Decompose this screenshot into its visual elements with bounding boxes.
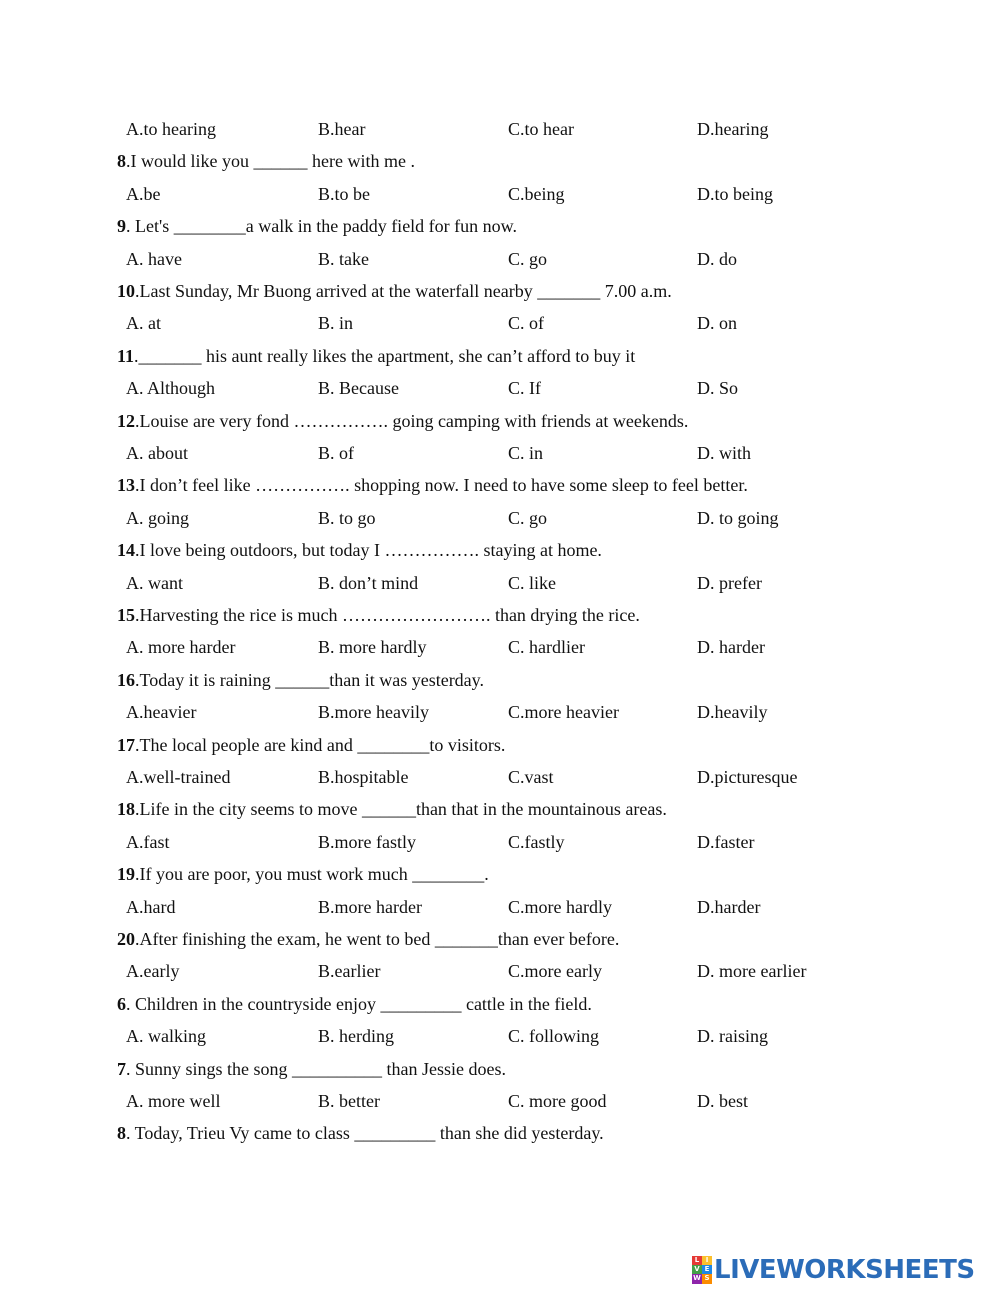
question-number: 8 bbox=[117, 1123, 126, 1143]
question-line bbox=[117, 535, 977, 565]
question-text: .Louise are very fond ……………. going camping with friends at weekends. bbox=[135, 411, 689, 431]
answer-option-a: A. more well bbox=[126, 1091, 221, 1111]
liveworksheets-logo bbox=[692, 1254, 975, 1286]
answer-option-d: D. raising bbox=[697, 1026, 768, 1046]
answer-option-c: C. in bbox=[508, 443, 544, 463]
logo-tile: V bbox=[692, 1265, 702, 1274]
answer-option-b: B. take bbox=[318, 249, 369, 269]
answer-option-c: C.more heavier bbox=[508, 702, 619, 722]
question-line bbox=[117, 146, 977, 176]
answer-option-d: D. harder bbox=[697, 637, 765, 657]
question-text: .Today it is raining ______than it was yesterday. bbox=[135, 670, 485, 690]
question-line bbox=[117, 989, 977, 1019]
answer-option-a: A. Although bbox=[126, 378, 216, 398]
answer-option-b: B. to go bbox=[318, 508, 376, 528]
answer-option-c: C. more good bbox=[508, 1091, 607, 1111]
answer-option-c: C. hardlier bbox=[508, 637, 585, 657]
question-text: .The local people are kind and ________to visitors. bbox=[135, 735, 506, 755]
question-line bbox=[117, 341, 977, 371]
answer-option-d: D. on bbox=[697, 313, 737, 333]
answer-option-a: A. walking bbox=[126, 1026, 206, 1046]
question-text: .After finishing the exam, he went to bed _______than ever before. bbox=[135, 929, 620, 949]
answer-option-d: D.picturesque bbox=[697, 767, 798, 787]
answer-option-c: C.being bbox=[508, 184, 565, 204]
question-text: . Let's ________a walk in the paddy field for fun now. bbox=[126, 216, 517, 236]
question-text: . Children in the countryside enjoy _________ cattle in the field. bbox=[126, 994, 592, 1014]
answer-option-d: D.heavily bbox=[697, 702, 768, 722]
question-line bbox=[117, 211, 977, 241]
question-line bbox=[117, 924, 977, 954]
answer-option-a: A. have bbox=[126, 249, 182, 269]
question-text: .I love being outdoors, but today I ……………. staying at home. bbox=[135, 540, 602, 560]
question-number: 14 bbox=[117, 540, 135, 560]
question-text: .I would like you ______ here with me . bbox=[126, 151, 415, 171]
answer-options-row bbox=[0, 438, 1000, 468]
answer-option-a: A. about bbox=[126, 443, 188, 463]
question-text: .Life in the city seems to move ______than that in the mountainous areas. bbox=[135, 799, 667, 819]
question-number: 8 bbox=[117, 151, 126, 171]
logo-tile: E bbox=[702, 1265, 712, 1274]
answer-option-c: C.vast bbox=[508, 767, 554, 787]
question-line bbox=[117, 730, 977, 760]
answer-option-c: C. go bbox=[508, 508, 548, 528]
answer-option-a: A.heavier bbox=[126, 702, 197, 722]
answer-options-row bbox=[0, 892, 1000, 922]
answer-options-row bbox=[0, 244, 1000, 274]
question-text: .Harvesting the rice is much ……………………. than drying the rice. bbox=[135, 605, 640, 625]
answer-option-d: D.hearing bbox=[697, 119, 769, 139]
question-number: 17 bbox=[117, 735, 135, 755]
answer-option-a: A. at bbox=[126, 313, 161, 333]
logo-tile: L bbox=[692, 1256, 702, 1265]
answer-option-a: A.to hearing bbox=[126, 119, 216, 139]
answer-option-d: D. best bbox=[697, 1091, 748, 1111]
answer-options-row bbox=[0, 308, 1000, 338]
answer-options-row bbox=[0, 632, 1000, 662]
question-text: . Sunny sings the song __________ than Jessie does. bbox=[126, 1059, 506, 1079]
answer-option-c: C. like bbox=[508, 573, 556, 593]
logo-tile: S bbox=[702, 1274, 712, 1284]
answer-option-c: C. following bbox=[508, 1026, 600, 1046]
question-number: 19 bbox=[117, 864, 135, 884]
question-number: 16 bbox=[117, 670, 135, 690]
answer-option-b: B. in bbox=[318, 313, 354, 333]
answer-option-b: B.more harder bbox=[318, 897, 422, 917]
answer-option-b: B.hear bbox=[318, 119, 366, 139]
answer-option-b: B.earlier bbox=[318, 961, 381, 981]
answer-options-row bbox=[0, 373, 1000, 403]
answer-option-d: D.to being bbox=[697, 184, 773, 204]
answer-option-a: A.early bbox=[126, 961, 180, 981]
answer-options-row bbox=[0, 762, 1000, 792]
answer-options-row bbox=[0, 1021, 1000, 1051]
answer-option-d: D.faster bbox=[697, 832, 755, 852]
answer-options-row bbox=[0, 956, 1000, 986]
answer-option-b: B.more heavily bbox=[318, 702, 429, 722]
answer-option-b: B.to be bbox=[318, 184, 370, 204]
question-line bbox=[117, 859, 977, 889]
question-number: 15 bbox=[117, 605, 135, 625]
answer-option-c: C. go bbox=[508, 249, 548, 269]
question-text: ._______ his aunt really likes the apartment, she can’t afford to buy it bbox=[134, 346, 636, 366]
answer-option-d: D. with bbox=[697, 443, 751, 463]
question-number: 12 bbox=[117, 411, 135, 431]
answer-option-b: B. Because bbox=[318, 378, 399, 398]
answer-option-d: D. more earlier bbox=[697, 961, 807, 981]
answer-option-a: A. going bbox=[126, 508, 189, 528]
liveworksheets-icon bbox=[692, 1256, 712, 1284]
question-number: 13 bbox=[117, 475, 135, 495]
answer-option-a: A.be bbox=[126, 184, 161, 204]
answer-option-a: A.well-trained bbox=[126, 767, 231, 787]
answer-options-row bbox=[0, 1086, 1000, 1116]
question-number: 9 bbox=[117, 216, 126, 236]
question-text: . Today, Trieu Vy came to class _________ than she did yesterday. bbox=[126, 1123, 604, 1143]
answer-options-row bbox=[0, 179, 1000, 209]
question-text: .Last Sunday, Mr Buong arrived at the waterfall nearby _______ 7.00 a.m. bbox=[135, 281, 672, 301]
question-line bbox=[117, 1118, 977, 1148]
question-line bbox=[117, 665, 977, 695]
answer-option-c: C.fastly bbox=[508, 832, 565, 852]
answer-option-c: C.more early bbox=[508, 961, 602, 981]
question-line bbox=[117, 794, 977, 824]
question-line bbox=[117, 1054, 977, 1084]
answer-option-a: A. more harder bbox=[126, 637, 236, 657]
answer-options-row bbox=[0, 114, 1000, 144]
question-number: 18 bbox=[117, 799, 135, 819]
question-number: 6 bbox=[117, 994, 126, 1014]
question-line bbox=[117, 600, 977, 630]
answer-option-d: D. do bbox=[697, 249, 737, 269]
answer-options-row bbox=[0, 827, 1000, 857]
liveworksheets-wordmark: LIVEWORKSHEETS bbox=[714, 1255, 975, 1285]
logo-tile: I bbox=[702, 1256, 712, 1265]
answer-option-c: C.more hardly bbox=[508, 897, 612, 917]
question-number: 20 bbox=[117, 929, 135, 949]
question-text: .I don’t feel like ……………. shopping now. I need to have some sleep to feel better. bbox=[135, 475, 748, 495]
answer-option-c: C. If bbox=[508, 378, 541, 398]
question-line bbox=[117, 470, 977, 500]
answer-option-d: D.harder bbox=[697, 897, 761, 917]
question-number: 7 bbox=[117, 1059, 126, 1079]
answer-options-row bbox=[0, 697, 1000, 727]
logo-tile: W bbox=[693, 1274, 701, 1282]
answer-option-d: D. prefer bbox=[697, 573, 762, 593]
answer-option-b: B. of bbox=[318, 443, 354, 463]
answer-option-b: B.more fastly bbox=[318, 832, 416, 852]
answer-option-d: D. So bbox=[697, 378, 739, 398]
answer-option-b: B. better bbox=[318, 1091, 380, 1111]
answer-option-b: B. don’t mind bbox=[318, 573, 419, 593]
answer-option-b: B. herding bbox=[318, 1026, 394, 1046]
question-line bbox=[117, 406, 977, 436]
question-text: .If you are poor, you must work much ________. bbox=[135, 864, 489, 884]
answer-option-c: C.to hear bbox=[508, 119, 574, 139]
answer-option-a: A.fast bbox=[126, 832, 170, 852]
question-line bbox=[117, 276, 977, 306]
answer-option-a: A.hard bbox=[126, 897, 176, 917]
answer-options-row bbox=[0, 568, 1000, 598]
answer-option-c: C. of bbox=[508, 313, 544, 333]
answer-options-row bbox=[0, 503, 1000, 533]
answer-option-d: D. to going bbox=[697, 508, 779, 528]
question-number: 10 bbox=[117, 281, 135, 301]
answer-option-a: A. want bbox=[126, 573, 183, 593]
answer-option-b: B.hospitable bbox=[318, 767, 409, 787]
answer-option-b: B. more hardly bbox=[318, 637, 427, 657]
question-number: 11 bbox=[117, 346, 135, 366]
